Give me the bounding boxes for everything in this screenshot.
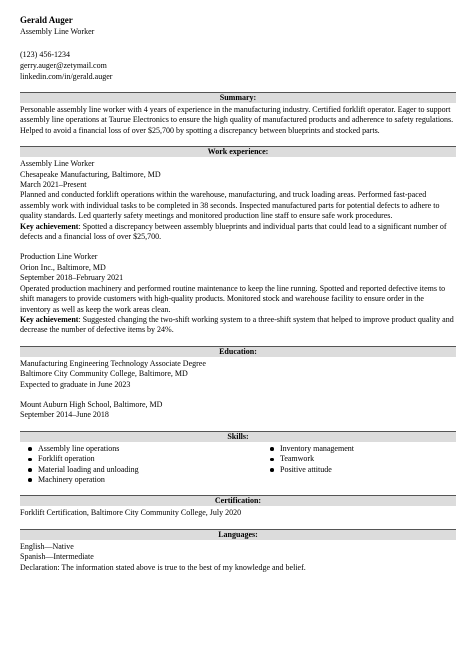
- graduation-date: Expected to graduate in June 2023: [20, 379, 131, 389]
- school: Baltimore City Community College, Baltimore, MD: [20, 369, 188, 379]
- summary-heading: Summary:: [20, 92, 456, 103]
- summary-text: Personable assembly line worker with 4 years of experience in the manufacturing industry. Certified forklift operator. Eager to support assembly line operations at Taurue Electronics to ensure the high quality of manufactured products and adherence to safety regulations. Helped to avoid a financial loss of over $25,700 by spotting a discrepancy between blueprints and stocked parts.: [20, 105, 454, 135]
- language-item: English—Native: [20, 541, 74, 551]
- skill-item: Teamwork: [262, 454, 442, 464]
- skills-column-right: [262, 444, 442, 486]
- declaration: Declaration: The information stated above is true to the best of my knowledge and belief.: [20, 562, 306, 572]
- skill-item: Machinery operation: [20, 475, 262, 485]
- skill-item: Assembly line operations: [20, 444, 262, 454]
- candidate-name: Gerald Auger: [20, 15, 73, 25]
- languages-heading: Languages:: [20, 529, 456, 540]
- job-role: Assembly Line Worker: [20, 159, 95, 169]
- email-address: gerry.auger@zetymail.com: [20, 61, 107, 70]
- education-entry: [20, 400, 456, 421]
- language-item: Spanish—Intermediate: [20, 552, 94, 562]
- skill-item: Positive attitude: [262, 465, 442, 475]
- contact-info: [20, 49, 456, 82]
- attendance-dates: September 2014–June 2018: [20, 410, 109, 420]
- skill-item: Forklift operation: [20, 454, 262, 464]
- education-entry: [20, 359, 456, 390]
- achievement-text: : Spotted a discrepancy between assembly blueprints and individual parts that could lead to a significant number of defects and a financial loss of over $25,700.: [20, 221, 447, 242]
- job-dates: September 2018–February 2021: [20, 273, 124, 283]
- certification-heading: Certification:: [20, 495, 456, 506]
- education-heading: Education:: [20, 346, 456, 357]
- resume-header: [20, 14, 456, 82]
- degree: Manufacturing Engineering Technology Associate Degree: [20, 358, 206, 368]
- resume-page: [20, 14, 456, 573]
- skill-item: Inventory management: [262, 444, 442, 454]
- skills-list: [20, 444, 456, 486]
- certification-text: Forklift Certification, Baltimore City Community College, July 2020: [20, 508, 242, 518]
- job-entry: [20, 159, 456, 242]
- job-company: Chesapeake Manufacturing, Baltimore, MD: [20, 169, 161, 179]
- school: Mount Auburn High School, Baltimore, MD: [20, 399, 163, 409]
- achievement-label: Key achievement: [20, 314, 79, 324]
- achievement-label: Key achievement: [20, 221, 79, 231]
- skills-column-left: [20, 444, 262, 486]
- job-achievement: [20, 315, 456, 336]
- job-achievement: [20, 222, 456, 243]
- job-company: Orion Inc., Baltimore, MD: [20, 262, 106, 272]
- achievement-text: : Suggested changing the two-shift working system to a three-shift system that helped to improve product quality and decrease the number of defective items by 24%.: [20, 314, 454, 335]
- phone-number: (123) 456-1234: [20, 50, 70, 59]
- skill-item: Material loading and unloading: [20, 465, 262, 475]
- experience-heading: Work experience:: [20, 146, 456, 157]
- job-entry: [20, 252, 456, 335]
- job-description: Operated production machinery and performed routine maintenance to keep the line running. Spotted and reported defective items to shift managers to provide customers with high-quality products. Monitored stock and warehouse facility to ensure order in the inventory as well as keep the work areas clean.: [20, 283, 446, 314]
- job-description: Planned and conducted forklift operations within the warehouse, manufacturing, and truck loading areas. Performed fast-paced assembly work with individual tasks to be completed in 38 seconds. Inspected manufactured parts for potential defects to adhere to quality standards. Led quarterly safety meetings and monitored production line staff to ensure safe work procedures.: [20, 190, 440, 221]
- candidate-title: Assembly Line Worker: [20, 27, 95, 36]
- job-dates: March 2021–Present: [20, 180, 87, 190]
- job-role: Production Line Worker: [20, 252, 98, 262]
- linkedin-url: linkedin.com/in/gerald.auger: [20, 72, 113, 81]
- skills-heading: Skills:: [20, 431, 456, 442]
